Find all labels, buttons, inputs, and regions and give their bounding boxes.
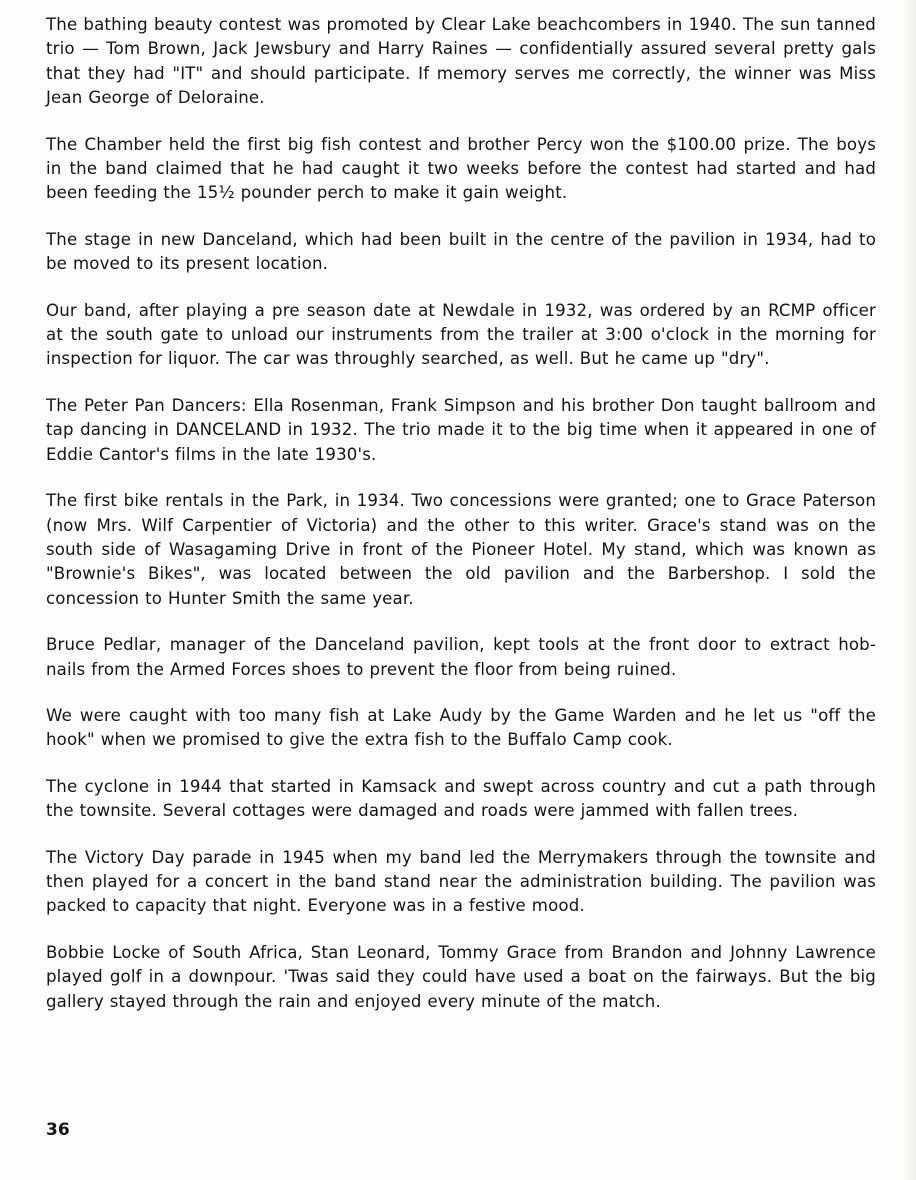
page-edge-shadow <box>902 0 916 1180</box>
paragraph-lake-audy: We were caught with too many fish at Lake Audy by the Game Warden and he let us "off the hook" when we promised to give the extra fish to the Buffalo Camp cook. <box>46 705 876 750</box>
paragraph-golf-downpour: Bobbie Locke of South Africa, Stan Leonard, Tommy Grace from Brandon and Johnny Lawrence played golf in a downpour. 'Twas said they could have used a boat on the fairways. But the big gallery stayed through the rain and enjoyed every minute of the match. <box>46 942 876 1011</box>
page-number: 36 <box>46 1120 70 1140</box>
article-body <box>46 13 876 1036</box>
paragraph-peter-pan-dancers: The Peter Pan Dancers: Ella Rosenman, Frank Simpson and his brother Don taught ballroom and tap dancing in DANCELAND in 1932. The trio made it to the big time when it appeared in one of Eddie Cantor's films in the late 1930's. <box>46 395 876 464</box>
paragraph-victory-day-parade: The Victory Day parade in 1945 when my band led the Merrymakers through the townsite and then played for a concert in the band stand near the administration building. The pavilion was packed to capacity that night. Everyone was in a festive mood. <box>46 847 876 916</box>
paragraph-danceland-stage: The stage in new Danceland, which had been built in the centre of the pavilion in 1934, had to be moved to its present location. <box>46 229 876 274</box>
paragraph-bathing-beauty-contest: The bathing beauty contest was promoted by Clear Lake beachcombers in 1940. The sun tanned trio — Tom Brown, Jack Jewsbury and Harry Raines — confidentially assured several pretty gals that they had "IT" and should participate. If memory serves me correctly, the winner was Miss Jean George of Deloraine. <box>46 15 876 108</box>
paragraph-bruce-pedlar: Bruce Pedlar, manager of the Danceland pavilion, kept tools at the front door to extract hob-nails from the Armed Forces shoes to prevent the floor from being ruined. <box>46 635 876 679</box>
paragraph-band-inspection: Our band, after playing a pre season date at Newdale in 1932, was ordered by an RCMP officer at the south gate to unload our instruments from the trailer at 3:00 o'clock in the morning for inspection for liquor. The car was throughly searched, as well. But he came up "dry". <box>46 300 876 369</box>
paragraph-cyclone-1944: The cyclone in 1944 that started in Kamsack and swept across country and cut a path through the townsite. Several cottages were damaged and roads were jammed with fallen trees. <box>46 776 876 821</box>
paragraph-fish-contest: The Chamber held the first big fish contest and brother Percy won the $100.00 prize. The boys in the band claimed that he had caught it two weeks before the contest had started and had been feeding the 15½ pounder perch to make it gain weight. <box>46 134 876 203</box>
paragraph-bike-rentals: The first bike rentals in the Park, in 1934. Two concessions were granted; one to Grace Paterson (now Mrs. Wilf Carpentier of Victoria) and the other to this writer. Grace's stand was on the south side of Wasagaming Drive in front of the Pioneer Hotel. My stand, which was known as "Brownie's Bikes", was located between the old pavilion and the Barbershop. I sold the concession to Hunter Smith the same year. <box>46 491 876 608</box>
